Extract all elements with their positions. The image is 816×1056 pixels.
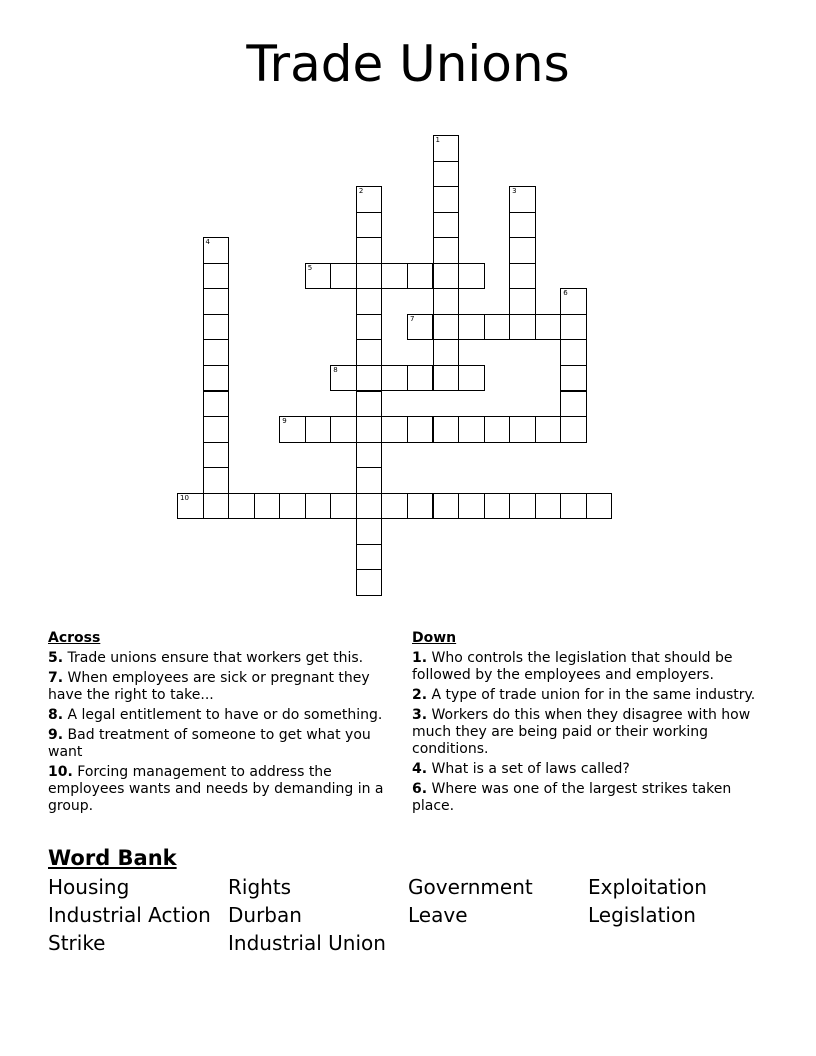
grid-cell[interactable] bbox=[433, 135, 460, 162]
grid-cell[interactable] bbox=[560, 365, 587, 392]
clue-text: A legal entitlement to have or do something. bbox=[67, 707, 383, 723]
grid-cell[interactable] bbox=[203, 263, 230, 290]
grid-cell[interactable] bbox=[356, 467, 383, 494]
grid-cell[interactable] bbox=[381, 416, 408, 443]
clue-number: 6. bbox=[412, 781, 428, 797]
grid-cell[interactable] bbox=[381, 263, 408, 290]
grid-cell[interactable] bbox=[458, 314, 485, 341]
grid-cell[interactable] bbox=[203, 416, 230, 443]
down-clue bbox=[412, 761, 767, 778]
clue-text: What is a set of laws called? bbox=[431, 761, 630, 777]
grid-cell[interactable] bbox=[560, 391, 587, 418]
grid-cell[interactable] bbox=[203, 288, 230, 315]
grid-cell[interactable] bbox=[407, 314, 434, 341]
grid-cell[interactable] bbox=[279, 493, 306, 520]
grid-cell[interactable] bbox=[407, 263, 434, 290]
cell-number: 8 bbox=[333, 365, 338, 374]
word-bank-item: Government bbox=[408, 875, 533, 899]
cell-number: 6 bbox=[563, 289, 568, 298]
word-bank-item: Legislation bbox=[588, 903, 696, 927]
cell-number: 1 bbox=[435, 136, 440, 144]
clue-number: 2. bbox=[412, 687, 428, 703]
grid-cell[interactable] bbox=[203, 365, 230, 392]
word-bank-item: Industrial Action bbox=[48, 903, 211, 927]
down-clue bbox=[412, 650, 767, 684]
word-bank-item: Strike bbox=[48, 931, 106, 955]
grid-cell[interactable] bbox=[586, 493, 613, 520]
cell-number: 3 bbox=[512, 187, 517, 196]
grid-cell[interactable] bbox=[535, 314, 562, 341]
grid-cell[interactable] bbox=[560, 493, 587, 520]
clue-number: 9. bbox=[48, 727, 64, 743]
grid-cell[interactable] bbox=[509, 288, 536, 315]
grid-cell[interactable] bbox=[356, 339, 383, 366]
clue-text: Trade unions ensure that workers get this. bbox=[67, 650, 364, 666]
grid-cell[interactable] bbox=[305, 263, 332, 290]
grid-cell[interactable] bbox=[203, 314, 230, 341]
grid-cell[interactable] bbox=[381, 493, 408, 520]
grid-cell[interactable] bbox=[203, 237, 230, 264]
grid-cell[interactable] bbox=[458, 365, 485, 392]
clue-number: 5. bbox=[48, 650, 64, 666]
grid-cell[interactable] bbox=[509, 314, 536, 341]
grid-cell[interactable] bbox=[305, 493, 332, 520]
clue-text: Bad treatment of someone to get what you want bbox=[48, 727, 371, 760]
clue-text: Who controls the legislation that should be followed by the employees and employers. bbox=[412, 650, 733, 683]
grid-cell[interactable] bbox=[509, 263, 536, 290]
grid-cell[interactable] bbox=[433, 365, 460, 392]
grid-cell[interactable] bbox=[330, 365, 357, 392]
grid-cell[interactable] bbox=[433, 416, 460, 443]
grid-cell[interactable] bbox=[203, 467, 230, 494]
clue-text: A type of trade union for in the same industry. bbox=[431, 687, 756, 703]
clue-number: 4. bbox=[412, 761, 428, 777]
grid-cell[interactable] bbox=[356, 365, 383, 392]
grid-cell[interactable] bbox=[433, 237, 460, 264]
word-bank-item: Rights bbox=[228, 875, 292, 899]
clue-text: Forcing management to address the employees wants and needs by demanding in a group. bbox=[48, 764, 384, 814]
grid-cell[interactable] bbox=[484, 416, 511, 443]
grid-cell[interactable] bbox=[560, 314, 587, 341]
grid-cell[interactable] bbox=[356, 391, 383, 418]
cell-number: 2 bbox=[358, 187, 364, 196]
grid-cell[interactable] bbox=[305, 416, 332, 443]
grid-cell[interactable] bbox=[203, 493, 230, 520]
grid-cell[interactable] bbox=[330, 263, 357, 290]
word-bank-item: Exploitation bbox=[588, 875, 707, 899]
grid-cell[interactable] bbox=[356, 416, 383, 443]
cell-number: 10 bbox=[180, 493, 189, 502]
clue-text: When employees are sick or pregnant they have the right to take... bbox=[48, 670, 370, 703]
cell-number: 7 bbox=[409, 314, 415, 323]
grid-cell[interactable] bbox=[433, 493, 460, 520]
grid-cell[interactable] bbox=[356, 569, 383, 596]
across-heading: Across bbox=[48, 630, 101, 646]
grid-cell[interactable] bbox=[228, 493, 255, 520]
grid-cell[interactable] bbox=[356, 544, 383, 571]
grid-cell[interactable] bbox=[330, 416, 357, 443]
grid-cell[interactable] bbox=[203, 391, 230, 418]
grid-cell[interactable] bbox=[407, 416, 434, 443]
grid-cell[interactable] bbox=[433, 339, 460, 366]
grid-cell[interactable] bbox=[356, 442, 383, 469]
grid-cell[interactable] bbox=[535, 416, 562, 443]
grid-cell[interactable] bbox=[458, 263, 485, 290]
across-clue bbox=[48, 727, 403, 761]
down-clue bbox=[412, 707, 767, 758]
grid-cell[interactable] bbox=[433, 186, 460, 213]
grid-cell[interactable] bbox=[560, 339, 587, 366]
grid-cell[interactable] bbox=[433, 314, 460, 341]
grid-cell[interactable] bbox=[458, 493, 485, 520]
down-heading: Down bbox=[412, 630, 457, 646]
grid-cell[interactable] bbox=[356, 186, 383, 213]
word-bank bbox=[48, 873, 788, 957]
across-clue bbox=[48, 707, 403, 724]
grid-cell[interactable] bbox=[356, 237, 383, 264]
down-clues bbox=[412, 630, 767, 818]
down-clue bbox=[412, 687, 767, 704]
cell-number: 4 bbox=[205, 238, 211, 247]
grid-cell[interactable] bbox=[433, 161, 460, 188]
grid-cell[interactable] bbox=[509, 212, 536, 239]
grid-cell[interactable] bbox=[203, 442, 230, 469]
grid-cell[interactable] bbox=[203, 339, 230, 366]
page-title: Trade Unions bbox=[246, 35, 570, 93]
down-clue bbox=[412, 781, 767, 815]
across-clue bbox=[48, 670, 403, 704]
word-bank-item: Durban bbox=[228, 903, 302, 927]
grid-cell[interactable] bbox=[509, 416, 536, 443]
grid-cell[interactable] bbox=[330, 493, 357, 520]
clue-number: 10. bbox=[48, 764, 73, 780]
grid-cell[interactable] bbox=[279, 416, 306, 443]
word-bank-item: Industrial Union bbox=[228, 931, 386, 955]
grid-cell[interactable] bbox=[535, 493, 562, 520]
grid-cell[interactable] bbox=[356, 518, 383, 545]
grid-cell[interactable] bbox=[254, 493, 281, 520]
grid-cell[interactable] bbox=[484, 493, 511, 520]
cell-number: 5 bbox=[307, 263, 313, 272]
grid-cell[interactable] bbox=[433, 263, 460, 290]
grid-cell[interactable] bbox=[433, 288, 460, 315]
grid-cell[interactable] bbox=[509, 493, 536, 520]
grid-cell[interactable] bbox=[381, 365, 408, 392]
across-clues bbox=[48, 630, 403, 818]
clue-number: 7. bbox=[48, 670, 64, 686]
grid-cell[interactable] bbox=[407, 365, 434, 392]
grid-cell[interactable] bbox=[458, 416, 485, 443]
clue-number: 1. bbox=[412, 650, 428, 666]
grid-cell[interactable] bbox=[509, 186, 536, 213]
grid-cell[interactable] bbox=[560, 416, 587, 443]
clue-text: Workers do this when they disagree with how much they are being paid or their working conditions. bbox=[412, 707, 751, 757]
grid-cell[interactable] bbox=[560, 288, 587, 315]
grid-cell[interactable] bbox=[509, 237, 536, 264]
grid-cell[interactable] bbox=[177, 493, 204, 520]
grid-cell[interactable] bbox=[356, 314, 383, 341]
grid-cell[interactable] bbox=[356, 263, 383, 290]
across-clue bbox=[48, 764, 403, 815]
grid-cell[interactable] bbox=[407, 493, 434, 520]
clue-number: 8. bbox=[48, 707, 64, 723]
clue-number: 3. bbox=[412, 707, 428, 723]
clue-text: Where was one of the largest strikes taken place. bbox=[412, 781, 732, 814]
grid-cell[interactable] bbox=[356, 493, 383, 520]
grid-cell[interactable] bbox=[356, 212, 383, 239]
grid-cell[interactable] bbox=[356, 288, 383, 315]
grid-cell[interactable] bbox=[484, 314, 511, 341]
word-bank-item: Leave bbox=[408, 903, 468, 927]
cell-number: 9 bbox=[282, 417, 287, 426]
across-clue bbox=[48, 650, 403, 667]
word-bank-title: Word Bank bbox=[48, 846, 177, 870]
grid-cell[interactable] bbox=[433, 212, 460, 239]
word-bank-item: Housing bbox=[48, 875, 130, 899]
